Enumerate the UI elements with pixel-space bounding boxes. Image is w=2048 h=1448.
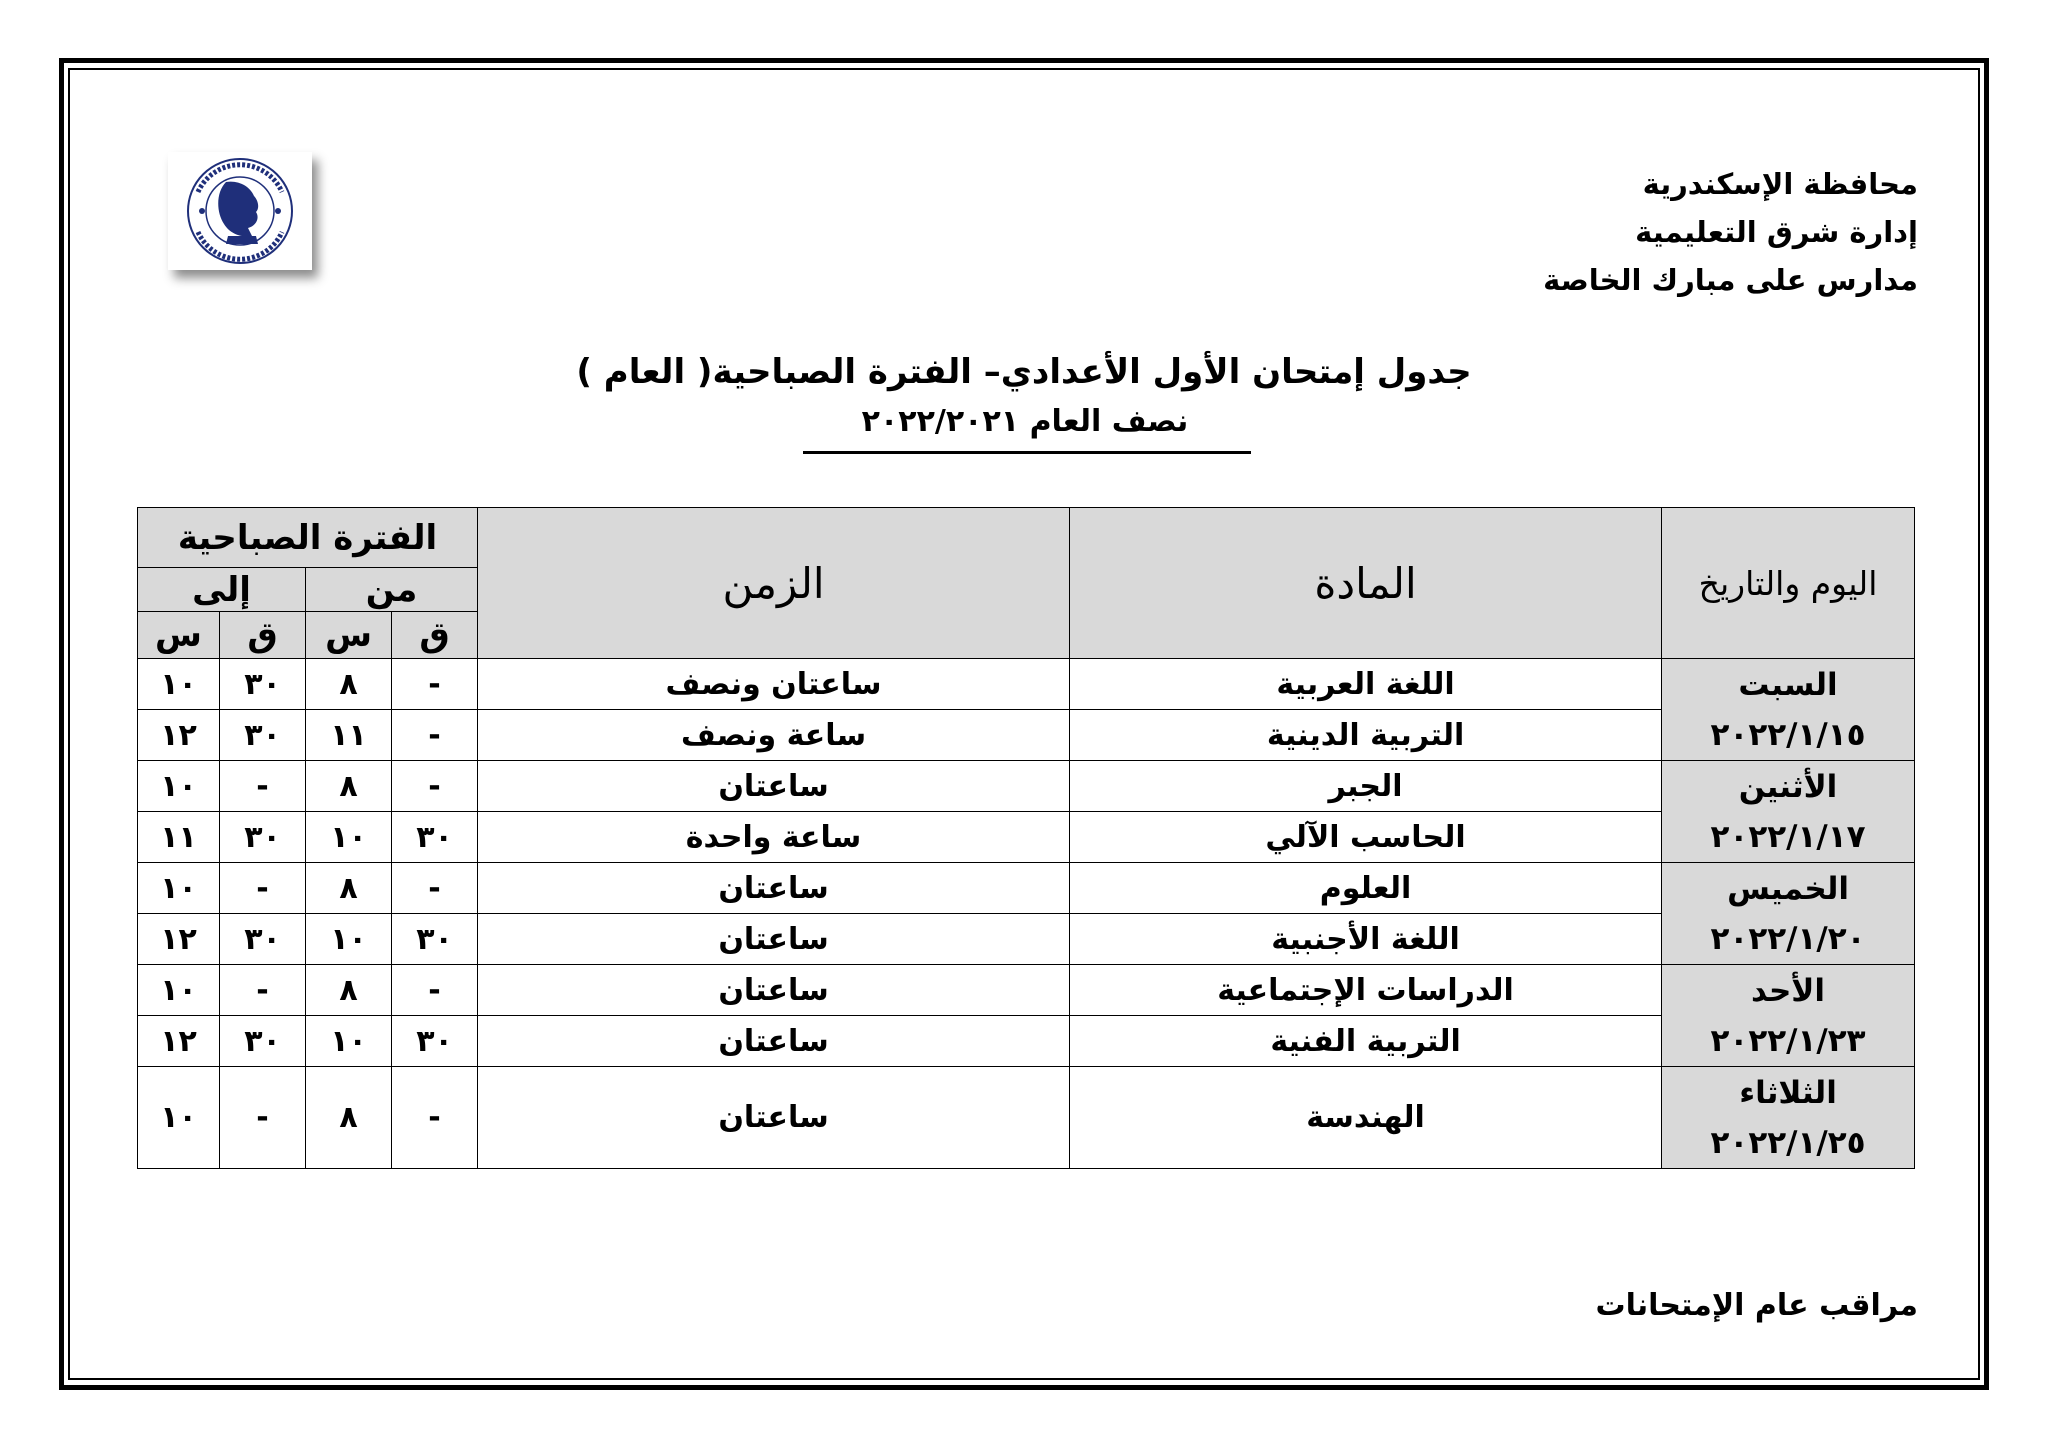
duration-cell: ساعة واحدة <box>478 812 1070 863</box>
from-minute-cell: - <box>392 659 478 710</box>
to-hour-cell: ١٢ <box>138 1016 220 1067</box>
school-header <box>1318 160 1918 304</box>
to-hour-cell: ١٢ <box>138 710 220 761</box>
duration-cell: ساعتان <box>478 1067 1070 1169</box>
table-row <box>138 914 1915 965</box>
to-minute-cell: - <box>220 761 306 812</box>
page-title: جدول إمتحان الأول الأعدادي– الفترة الصباحية( العام ) <box>576 352 1472 392</box>
table-row <box>138 659 1915 710</box>
exam-date: ٢٠٢٢/١/٢٠ <box>1710 920 1866 957</box>
table-row <box>138 812 1915 863</box>
to-minute-cell: ٣٠ <box>220 659 306 710</box>
to-minute-cell: ٣٠ <box>220 812 306 863</box>
from-minute-cell: - <box>392 965 478 1016</box>
header-day-date: اليوم والتاريخ <box>1662 508 1915 659</box>
to-hour-cell: ١٠ <box>138 761 220 812</box>
header-to-minute: ق <box>220 612 306 659</box>
exam-date: ٢٠٢٢/١/١٥ <box>1710 716 1866 753</box>
administration-name: إدارة شرق التعليمية <box>1635 215 1918 249</box>
day-date-cell <box>1662 863 1915 965</box>
from-minute-cell: - <box>392 710 478 761</box>
subject-cell: الهندسة <box>1070 1067 1662 1169</box>
subject-cell: اللغة العربية <box>1070 659 1662 710</box>
duration-cell: ساعتان <box>478 1016 1070 1067</box>
header-subject: المادة <box>1070 508 1662 659</box>
subtitle-underline <box>803 451 1251 454</box>
day-name: الخميس <box>1727 870 1849 907</box>
day-date-cell <box>1662 659 1915 761</box>
from-hour-cell: ١٠ <box>306 1016 392 1067</box>
to-minute-cell: ٣٠ <box>220 710 306 761</box>
duration-cell: ساعتان <box>478 863 1070 914</box>
from-hour-cell: ١٠ <box>306 914 392 965</box>
to-minute-cell: - <box>220 863 306 914</box>
table-row <box>138 761 1915 812</box>
from-minute-cell: ٣٠ <box>392 812 478 863</box>
from-minute-cell: - <box>392 863 478 914</box>
from-minute-cell: - <box>392 761 478 812</box>
header-from-hour: س <box>306 612 392 659</box>
subject-cell: التربية الفنية <box>1070 1016 1662 1067</box>
table-row <box>138 965 1915 1016</box>
exam-date: ٢٠٢٢/١/٢٥ <box>1710 1124 1866 1161</box>
from-hour-cell: ٨ <box>306 659 392 710</box>
subject-cell: الحاسب الآلي <box>1070 812 1662 863</box>
to-hour-cell: ١٠ <box>138 659 220 710</box>
header-from: من <box>306 568 478 612</box>
to-minute-cell: ٣٠ <box>220 914 306 965</box>
duration-cell: ساعة ونصف <box>478 710 1070 761</box>
table-row <box>138 1067 1915 1169</box>
subject-cell: الجبر <box>1070 761 1662 812</box>
to-hour-cell: ١١ <box>138 812 220 863</box>
to-hour-cell: ١٢ <box>138 914 220 965</box>
from-hour-cell: ١٠ <box>306 812 392 863</box>
from-hour-cell: ٨ <box>306 1067 392 1169</box>
to-hour-cell: ١٠ <box>138 863 220 914</box>
day-name: الثلاثاء <box>1739 1074 1837 1111</box>
day-name: الأحد <box>1751 972 1826 1009</box>
subject-cell: الدراسات الإجتماعية <box>1070 965 1662 1016</box>
to-minute-cell: - <box>220 965 306 1016</box>
from-hour-cell: ٨ <box>306 761 392 812</box>
governorate-name: محافظة الإسكندرية <box>1642 167 1918 201</box>
to-hour-cell: ١٠ <box>138 965 220 1016</box>
duration-cell: ساعتان <box>478 761 1070 812</box>
school-name: مدارس على مبارك الخاصة <box>1543 263 1918 297</box>
header-morning-period: الفترة الصباحية <box>138 508 478 568</box>
day-date-cell <box>1662 761 1915 863</box>
subject-cell: العلوم <box>1070 863 1662 914</box>
from-hour-cell: ٨ <box>306 863 392 914</box>
duration-cell: ساعتان <box>478 965 1070 1016</box>
exam-date: ٢٠٢٢/١/٢٣ <box>1710 1022 1866 1059</box>
header-to: إلى <box>138 568 306 612</box>
duration-cell: ساعتان ونصف <box>478 659 1070 710</box>
to-minute-cell: ٣٠ <box>220 1016 306 1067</box>
from-minute-cell: ٣٠ <box>392 914 478 965</box>
header-to-hour: س <box>138 612 220 659</box>
from-minute-cell: - <box>392 1067 478 1169</box>
table-row <box>138 863 1915 914</box>
header-duration: الزمن <box>478 508 1070 659</box>
header-from-minute: ق <box>392 612 478 659</box>
school-seal-logo-icon <box>168 152 312 270</box>
day-date-cell <box>1662 965 1915 1067</box>
to-hour-cell: ١٠ <box>138 1067 220 1169</box>
from-hour-cell: ١١ <box>306 710 392 761</box>
to-minute-cell: - <box>220 1067 306 1169</box>
day-name: الأثنين <box>1738 768 1838 805</box>
duration-cell: ساعتان <box>478 914 1070 965</box>
day-name: السبت <box>1738 666 1838 703</box>
subject-cell: التربية الدينية <box>1070 710 1662 761</box>
day-date-cell <box>1662 1067 1915 1169</box>
exam-supervisor-signature: مراقب عام الإمتحانات <box>1595 1288 1918 1323</box>
exam-schedule-table <box>137 507 1915 1169</box>
table-row <box>138 1016 1915 1067</box>
table-row <box>138 710 1915 761</box>
page-subtitle: نصف العام ٢٠٢٢/٢٠٢١ <box>861 404 1189 439</box>
exam-date: ٢٠٢٢/١/١٧ <box>1710 818 1866 855</box>
from-minute-cell: ٣٠ <box>392 1016 478 1067</box>
subject-cell: اللغة الأجنبية <box>1070 914 1662 965</box>
from-hour-cell: ٨ <box>306 965 392 1016</box>
